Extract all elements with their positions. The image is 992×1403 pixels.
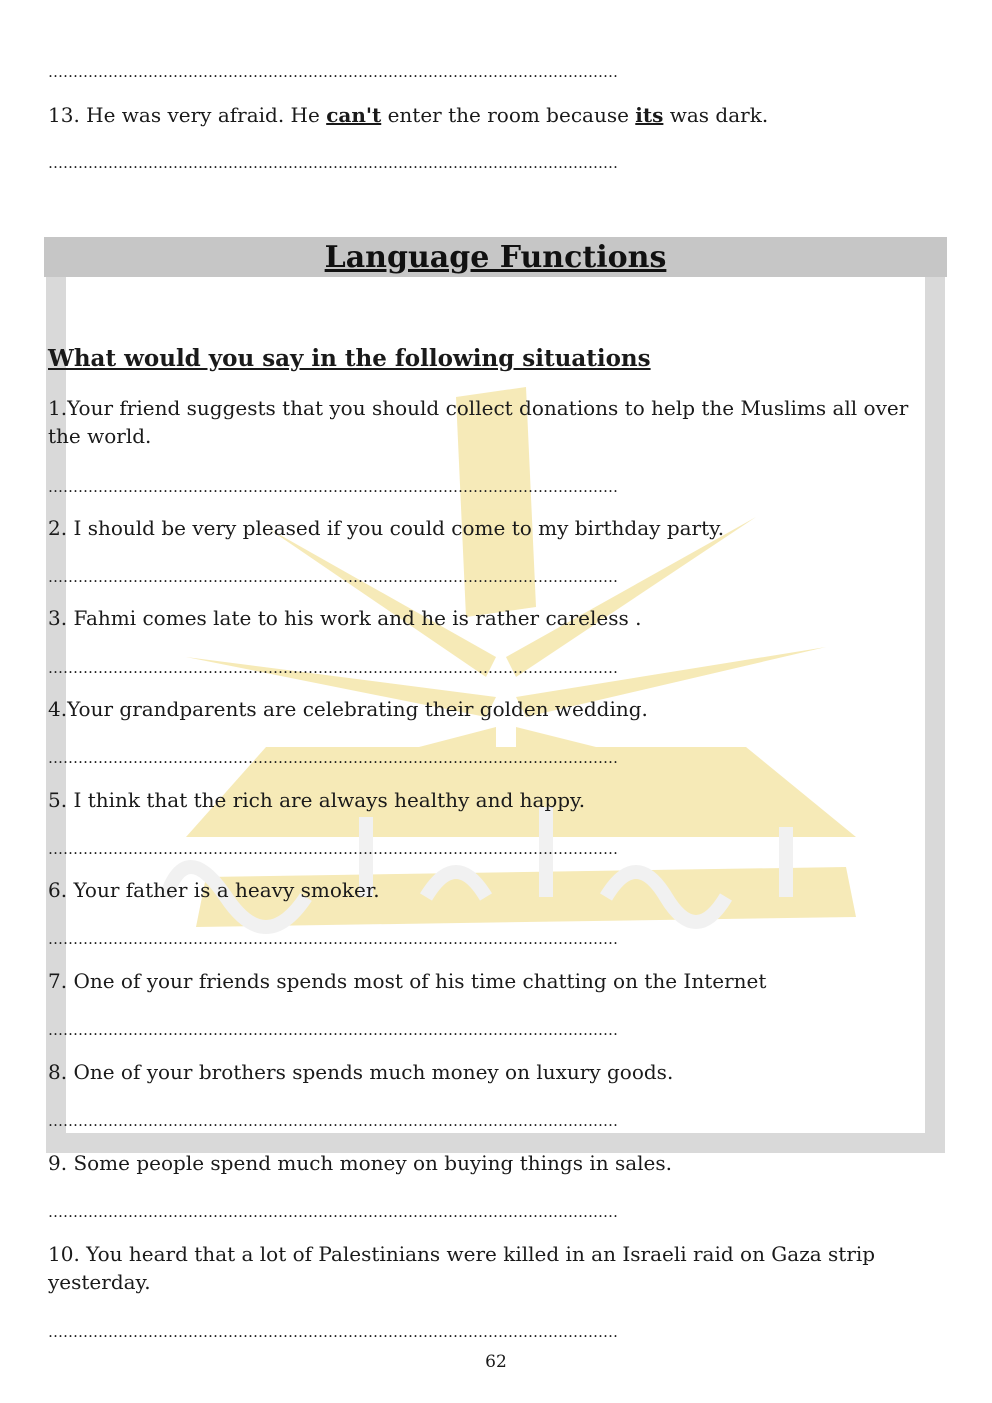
question-10: 10. You heard that a lot of Palestinians were killed in an Israeli raid on Gaza strip yesterday.: [48, 1242, 876, 1294]
question-6: 6. Your father is a heavy smoker.: [48, 878, 380, 902]
answer-line[interactable]: ……………………………………………………………………………………………………: [48, 154, 618, 172]
section-banner: [44, 237, 947, 277]
question-1: 1.Your friend suggests that you should collect donations to help the Muslims all over the world.: [48, 396, 909, 448]
question-3: 3. Fahmi comes late to his work and he is rather careless .: [48, 606, 642, 630]
answer-line[interactable]: ……………………………………………………………………………………………………: [48, 749, 618, 767]
question-7: 7. One of your friends spends most of his time chatting on the Internet: [48, 969, 767, 993]
underlined-error: can't: [326, 103, 382, 127]
answer-line[interactable]: ……………………………………………………………………………………………………: [48, 1021, 618, 1039]
answer-line[interactable]: ……………………………………………………………………………………………………: [48, 568, 618, 586]
answer-line[interactable]: ……………………………………………………………………………………………………: [48, 659, 618, 677]
banner-title: Language Functions: [324, 239, 667, 275]
answer-line[interactable]: ……………………………………………………………………………………………………: [48, 1323, 618, 1341]
answer-line[interactable]: ……………………………………………………………………………………………………: [48, 1112, 618, 1130]
page-number: 62: [485, 1352, 507, 1372]
answer-line[interactable]: ……………………………………………………………………………………………………: [48, 840, 618, 858]
item-text: 13. He was very afraid. He: [48, 103, 327, 127]
item-text: was dark.: [663, 103, 769, 127]
item-text: enter the room because: [381, 103, 636, 127]
exercise-item-13: [48, 101, 768, 129]
question-9: 9. Some people spend much money on buying things in sales.: [48, 1151, 673, 1175]
question-8: 8. One of your brothers spends much money on luxury goods.: [48, 1060, 674, 1084]
answer-line[interactable]: ……………………………………………………………………………………………………: [48, 63, 618, 81]
answer-line[interactable]: ……………………………………………………………………………………………………: [48, 1203, 618, 1221]
question-5: 5. I think that the rich are always healthy and happy.: [48, 788, 586, 812]
underlined-error: its: [635, 103, 664, 127]
section-heading: What would you say in the following situations: [48, 345, 651, 372]
question-2: 2. I should be very pleased if you could come to my birthday party.: [48, 516, 725, 540]
question-4: 4.Your grandparents are celebrating their golden wedding.: [48, 697, 648, 721]
answer-line[interactable]: ……………………………………………………………………………………………………: [48, 930, 618, 948]
answer-line[interactable]: ……………………………………………………………………………………………………: [48, 478, 618, 496]
